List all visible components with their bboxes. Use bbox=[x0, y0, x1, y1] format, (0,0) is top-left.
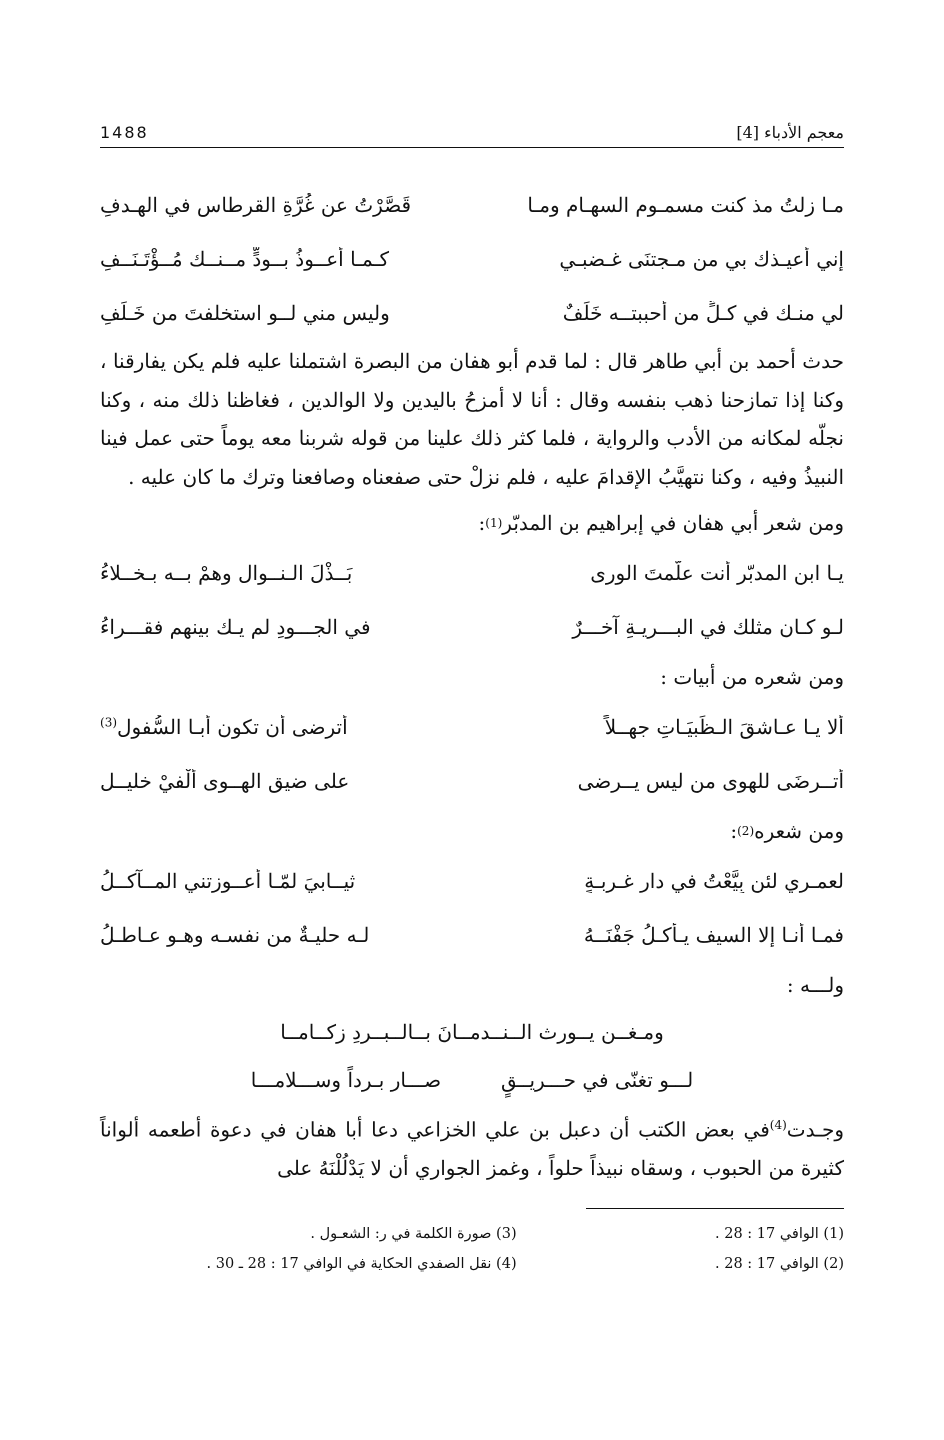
footnote: (3) صورة الكلمة في ر: الشعـول . bbox=[310, 1226, 517, 1242]
verse-full-line: ومـغــن يــورث الــنــدمــانَ بــالــبــردِ زكــامــا bbox=[280, 1020, 664, 1044]
verse-line bbox=[100, 908, 844, 962]
verse-first-hemistich: يـا ابن المدبّر أنت علَّمتَ الورى bbox=[590, 561, 844, 585]
verse-first-hemistich: لعمـري لئن بِيَّعْتُ في دارِ غـربـةٍ bbox=[584, 869, 844, 893]
verse-second-hemistich: وليس مني لــو استخلفتَ من خَـلَفِ bbox=[100, 301, 390, 325]
verse-first-hemistich: لي منـك في كـلٍّ من أحببتــه خَلَفٌ bbox=[562, 301, 844, 325]
verse-first-hemistich: فمـا أنـا إلا السيف يـأكـلُ جَفْنَــهُ bbox=[583, 923, 844, 947]
footnote-divider bbox=[586, 1208, 844, 1209]
verse-line bbox=[100, 754, 844, 808]
verse-second-hemistich: كـمـا أعــوذُ بــودٍّ مــنــك مُــؤْتَـنَــفِ bbox=[100, 247, 389, 271]
verse-first-hemistich: لـــو تغنّى في حـــريــقٍ bbox=[501, 1068, 694, 1092]
verse-line bbox=[100, 854, 844, 908]
page-header bbox=[100, 112, 844, 142]
poem-introduction bbox=[100, 654, 844, 700]
verse-second-hemistich: قَصَّرْتُ عن غُرَّةِ القرطاسِ في الهـدفِ bbox=[100, 193, 412, 217]
prose-start: وجـدت bbox=[786, 1117, 844, 1142]
prose-rest: في بعض الكتب أن دعبل بن علي الخزاعي دعا أبا هفان في دعوة أطعمه ألواناً كثيرة من الحبوب ، وسقاه نبيذاً حلواً ، وغمز الجواري أن لا يَدْلُلْنَهُ على bbox=[100, 1117, 844, 1181]
footnote: (1) الوافي 17 : 28 . bbox=[715, 1226, 844, 1242]
verse-line bbox=[100, 700, 844, 754]
verse-line bbox=[100, 600, 844, 654]
verse-second-hemistich: صـــار بـرداً وســـلامـــا bbox=[250, 1068, 442, 1092]
verse-line bbox=[100, 546, 844, 600]
verse-second-hemistich: ثيــابيَ لمّـا أعــوزتني المــآكــلُ bbox=[100, 869, 356, 893]
verse-first-hemistich: مـا زلتُ مذ كنت مسمـومِ السهـام ومـا bbox=[527, 193, 844, 217]
verse-second-hemistich bbox=[100, 715, 457, 739]
main-text bbox=[100, 178, 844, 1192]
header-divider bbox=[100, 147, 844, 148]
intro-text: ومن شعره bbox=[754, 819, 844, 843]
poem-introduction bbox=[100, 808, 844, 854]
verse-second-hemistich: في الجـــودِ لم يـك بينهم فقـــراءُ bbox=[100, 615, 371, 639]
verse-second-hemistich: لـه حليـةٌ من نفسـه وهـو عـاطـلُ bbox=[100, 923, 370, 947]
verse-first-hemistich: لـو كـان مثلك في البـــريـةِ آخـــرٌ bbox=[572, 615, 844, 639]
footnote-reference: (4) bbox=[769, 1118, 787, 1132]
footnotes bbox=[100, 1222, 844, 1276]
intro-text: ولـــه : bbox=[786, 973, 844, 997]
prose-paragraph: حدث أحمد بن أبي طاهر قال : لما قدم أبو هفان من البصرة اشتملنا عليه فلم يكن يفارقنا ، وكنا إذا تمازحنا ذهب بنفسه وقال : أنا لا أمزحُ باليدين ولا الوالدين ، فغاظنا ذلك منه ، وكنا نجلّه لمكانه من الأدب والرواية ، فلما كثر ذلك علينا من قوله شربنا معه يوماً حتى عمل فينا النبيذُ وفيه ، وكنا نتهيَّبُ الإقدامَ عليه ، فلم نزلْ حتى صفعناه وصافعنا وترك ما كان عليه . bbox=[100, 349, 845, 489]
prose-paragraph bbox=[100, 1106, 844, 1188]
hemistich-text: أترضى أن تكون أبـا السُّفولِ bbox=[117, 715, 348, 739]
poem-introduction bbox=[100, 500, 844, 546]
verse-second-hemistich: على ضيق الهــوى أُلْفيْ خليــل bbox=[100, 769, 350, 793]
verse-line bbox=[100, 178, 844, 232]
footnote-reference: (2) bbox=[737, 824, 755, 838]
verse-line-centered bbox=[100, 1008, 844, 1056]
poem-introduction bbox=[100, 962, 844, 1008]
intro-colon: : bbox=[478, 511, 486, 535]
verse-line bbox=[100, 232, 844, 286]
footnotes-column-right bbox=[546, 1222, 844, 1276]
verse-line bbox=[100, 286, 844, 340]
verse-second-hemistich: بَــذْلَ الـنــوالِ وهمْ بــه بـخــلاءُ bbox=[100, 561, 353, 585]
intro-colon: : bbox=[730, 819, 738, 843]
verse-first-hemistich: إني أعيـذك بي من مـجتنَى غـضبـي bbox=[559, 247, 844, 271]
running-title: معجم الأدباء [4] bbox=[736, 123, 844, 142]
footnotes-column-left bbox=[100, 1222, 517, 1276]
verse-first-hemistich: ألا يـا عـاشقَ الـظَبيَـاتِ جهــلاً bbox=[604, 715, 844, 739]
intro-text: ومن شعر أبي هفان في إبراهيم بن المدبّر bbox=[502, 511, 844, 535]
footnote-reference: (1) bbox=[485, 516, 503, 530]
verse-first-hemistich: أتــرضَى للهوى من ليس يــرضى bbox=[577, 769, 844, 793]
verse-line-centered bbox=[100, 1056, 844, 1104]
intro-text: ومن شعره من أبيات : bbox=[660, 665, 844, 689]
footnote: (4) نقل الصفدي الحكاية في الوافي 17 : 28 ـ 30 . bbox=[206, 1256, 517, 1272]
page-number: 1488 bbox=[100, 123, 149, 142]
footnote-reference: (3) bbox=[100, 715, 118, 730]
footnote: (2) الوافي 17 : 28 . bbox=[715, 1256, 844, 1272]
